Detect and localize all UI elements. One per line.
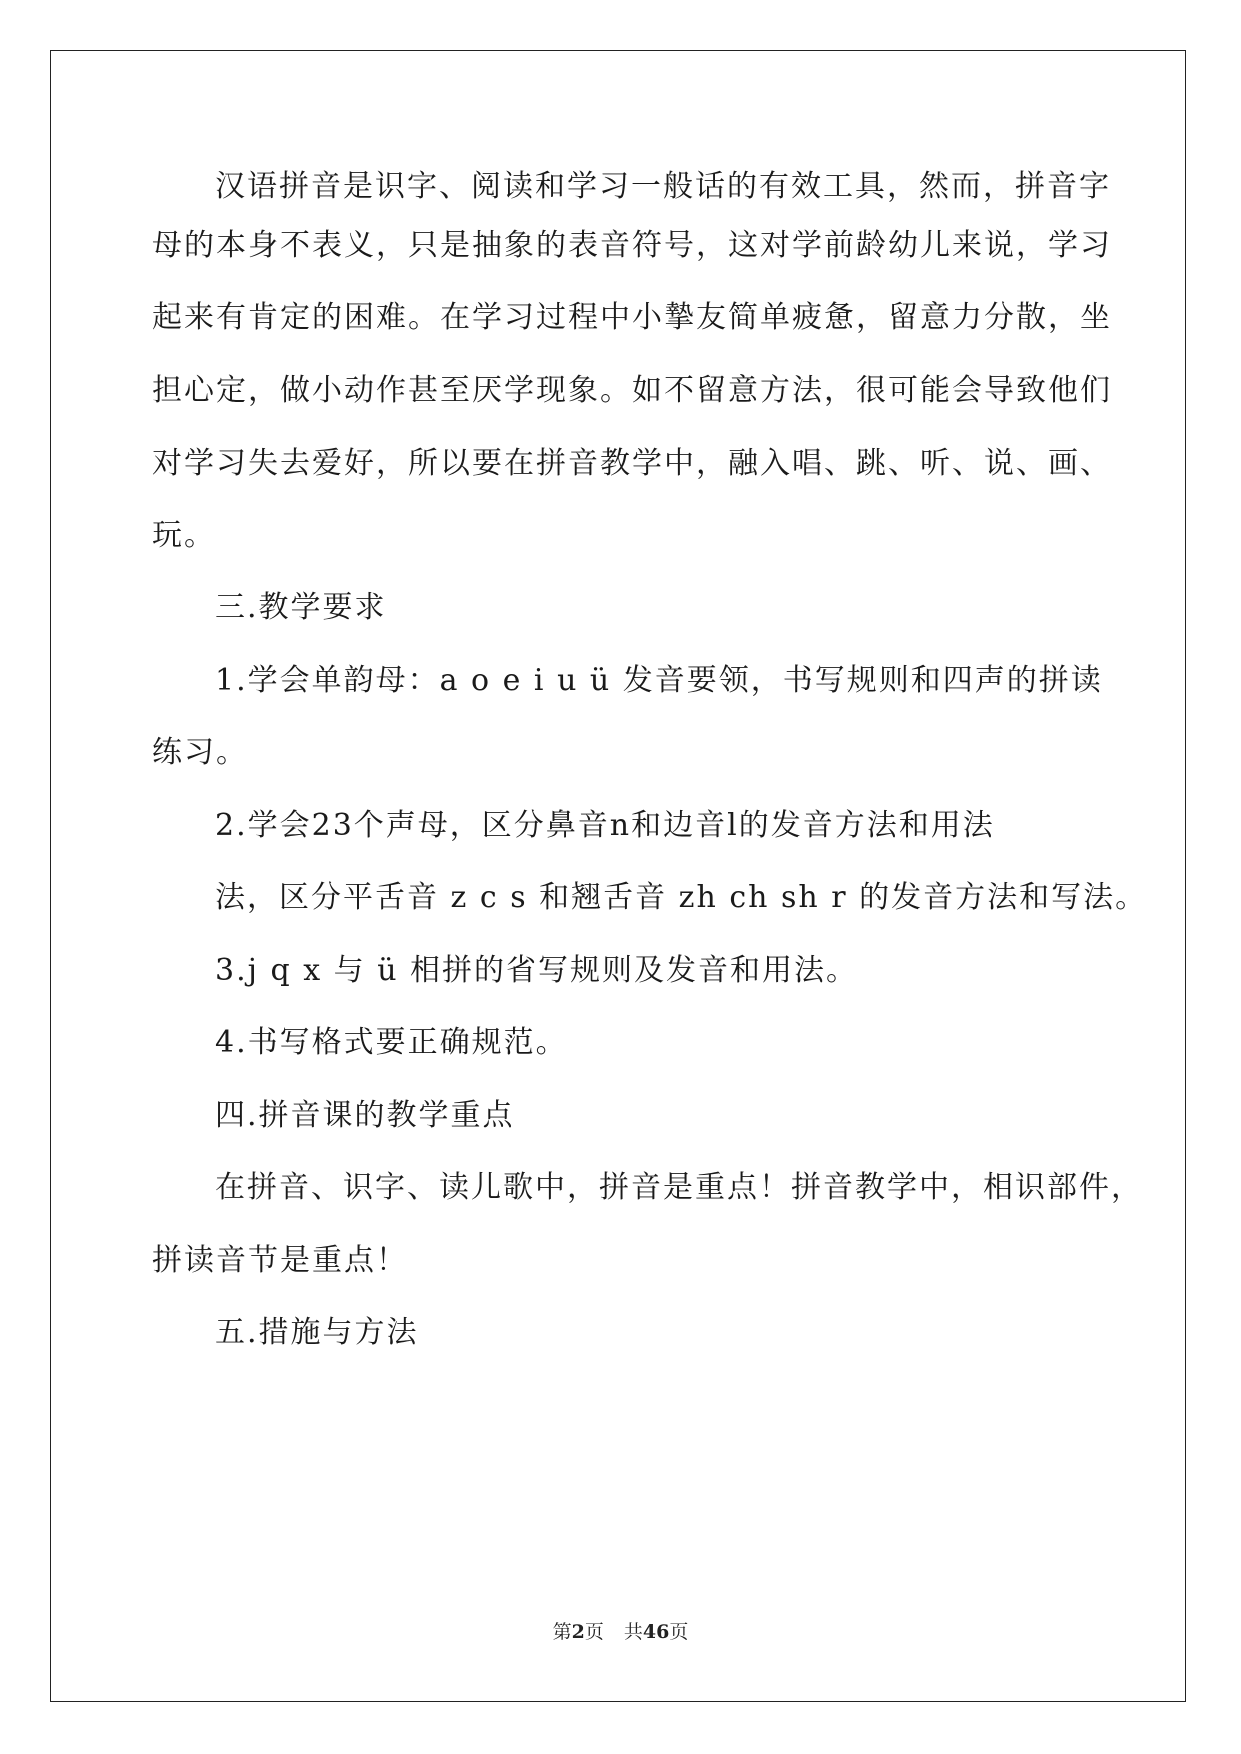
page-border [50,50,1186,1702]
paragraph-line: 担心定，做小动作甚至厌学现象。如不留意方法，很可能会导致他们 [152,373,1112,408]
section-heading: 四.拼音课的教学重点 [215,1098,515,1133]
page-number: 2 [571,1621,585,1643]
section-heading: 三.教学要求 [215,590,387,625]
list-item: 3.j q x 与 ü 相拼的省写规则及发音和用法。 [215,953,859,988]
total-pages: 46 [642,1621,670,1643]
page-prefix: 第 [552,1621,572,1643]
total-prefix: 共 [623,1621,643,1643]
list-item: 1.学会单韵母：a o e i u ü 发音要领，书写规则和四声的拼读 [215,663,1103,698]
page-suffix: 页 [584,1621,604,1643]
paragraph-line: 汉语拼音是识字、阅读和学习一般话的有效工具，然而，拼音字 [215,169,1111,204]
paragraph-line: 起来有肯定的困难。在学习过程中小摯友简单疲惫，留意力分散，坐 [152,300,1112,335]
paragraph-line: 玩。 [152,518,216,553]
list-item: 4.书写格式要正确规范。 [215,1025,568,1060]
page-footer [0,1621,1241,1643]
paragraph-line: 对学习失去爱好，所以要在拼音教学中，融入唱、跳、听、说、画、 [152,446,1112,481]
list-item: 2.学会23个声母，区分鼻音n和边音l的发音方法和用法 [215,808,995,843]
total-suffix: 页 [669,1621,689,1643]
list-item-continuation: 法，区分平舌音 z c s 和翘舌音 zh ch sh r 的发音方法和写法。 [215,880,1148,915]
paragraph-line: 母的本身不表义，只是抽象的表音符号，这对学前龄幼儿来说，学习 [152,228,1112,263]
section-heading: 五.措施与方法 [215,1315,419,1350]
list-item-continuation: 练习。 [152,735,248,770]
paragraph-line: 在拼音、识字、读儿歌中，拼音是重点！拼音教学中，相识部件， [215,1170,1143,1205]
paragraph-line: 拼读音节是重点！ [152,1243,408,1278]
